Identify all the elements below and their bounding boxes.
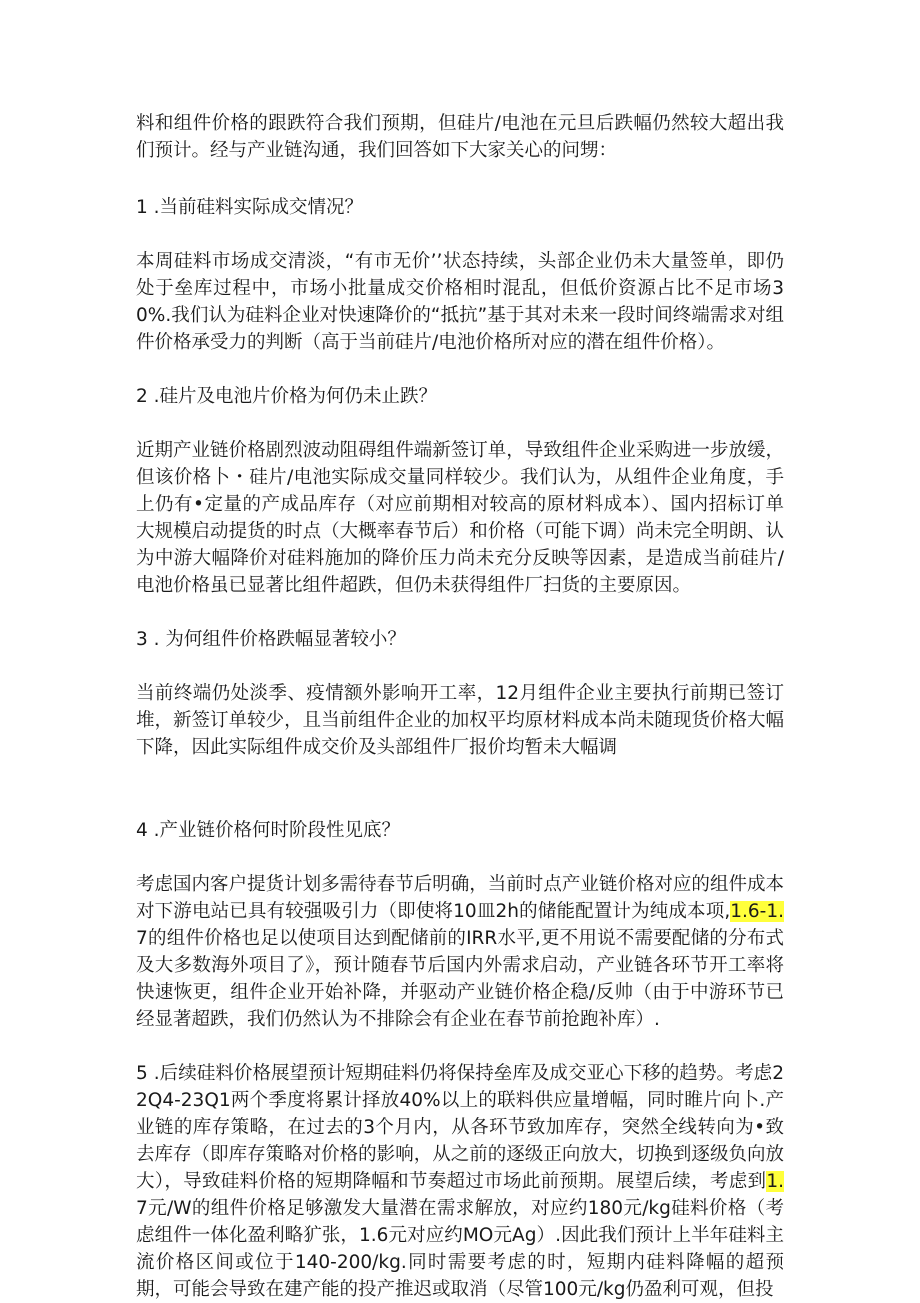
document-body [136,110,784,1303]
section-3-body: 当前终端仍处淡季、疫情额外影响开工率，12月组件企业主要执行前期已签订堆，新签订单较少，且当前组件企业的加权平均原材料成本尚未随现货价格大幅下降，因此实际组件成交价及头部组件厂报价均暂未大幅调 [136,683,784,758]
section-5-body-pre: 5 .后续硅料价格展望预计短期硅料仍将保持垒库及成交亚心下移的趋势。考虑22Q4-23Q1两个季度将累计择放40%以上的联料供应量增幅，同时睢片向卜.产业链的库存策略，在过去的3个月内，从各环节致加库存，突然全线转向为•致去库存（即库存策略对价格的影响，从之前的逐级正向放大，切换到逐级负向放大），导致硅料价格的短期降幅和节奏超过市场此前预期。展望后续，考虑到 [136,1063,784,1192]
section-4-body [136,871,784,1033]
section-4-highlight: 1.6-1. [730,901,784,922]
section-2-heading: 2 .硅片及电池片价格为何仍未止跌？ [136,386,438,407]
section-4-body-pre: 考虑国内客户提货计划多需待春节后明确，当前时点产业链价格对应的组件成本对下游电站已具有较强吸引力（即使将10皿2h的储能配置计为纯成本项, [136,874,784,922]
section-2-body: 近期产业链价格剧烈波动阻碍组件端新签订单，导致组件企业采购进一步放缓，但该价格卜・硅片/电池实际成交量同样较少。我们认为，从组件企业角度，手上仍有•定量的产成品库存（对应前期相对较高的原材料成本）、国内招标订单大规模启动提货的时点（大概率春节后）和价格（可能下调）尚未完全明朗、认为中游大幅降价对硅料施加的降价压力尚未充分反映等因素，是造成当前硅片/电池价格虽已显著比组件超跌，但仍未获得组件厂扫货的主要原因。 [136,440,784,596]
section-5-body [136,1060,784,1303]
section-3-heading: 3 . 为何组件价格跌幅显著较小？ [136,629,406,650]
section-4-body-post: 7的组件价格也足以使项目达到配储前的IRR水平,更不用说不需要配储的分布式及大多数海外项目了》，预计随春节后国内外需求启动，产业链各环节开工率将快速恢更，组件企业开始补降，并驱动产业链价格企稳/反帅（由于中游环节已经显著超跌，我们仍然认为不排除会有企业在春节前抢跑补库）. [136,928,784,1030]
intro-paragraph: 料和组件价格的跟跌符合我们预期，但硅片/电池在元旦后跌幅仍然较大超出我们预计。经与产业链沟通，我们回答如下大家关心的问甥： [136,113,784,161]
section-5-highlight: 1. [766,1171,784,1192]
section-1-heading: 1 .当前硅料实际成交情况？ [136,197,364,218]
section-1-body: 本周硅料市场成交清淡，“有市无价’’状态持续，头部企业仍未大量签单，即仍处于垒库过程中，市场小批量成交价格相时混乱，但低价资源占比不足市场30%.我们认为硅料企业对快速降价的“抵抗”基于其对未来一段时间终端需求对组件价格承受力的判断（高于当前硅片/电池价格所对应的潜在组件价格）。 [136,251,784,353]
section-5-body-post: 7元/W的组件价格足够激发大量潜在需求解放，对应约180元/kg硅料价格（考虑组件一体化盈利略犷张，1.6元对应约MO元Ag）.因此我们预计上半年硅料主流价格区间或位于140-200/kg.同时需要考虑的时，短期内硅料降幅的超预期，可能会导致在建产能的投产推迟或取消（尽管100元/kg仍盈利可观，但投 [136,1198,784,1300]
section-4-heading: 4 .产业链价格何时阶段性见底？ [136,820,401,841]
